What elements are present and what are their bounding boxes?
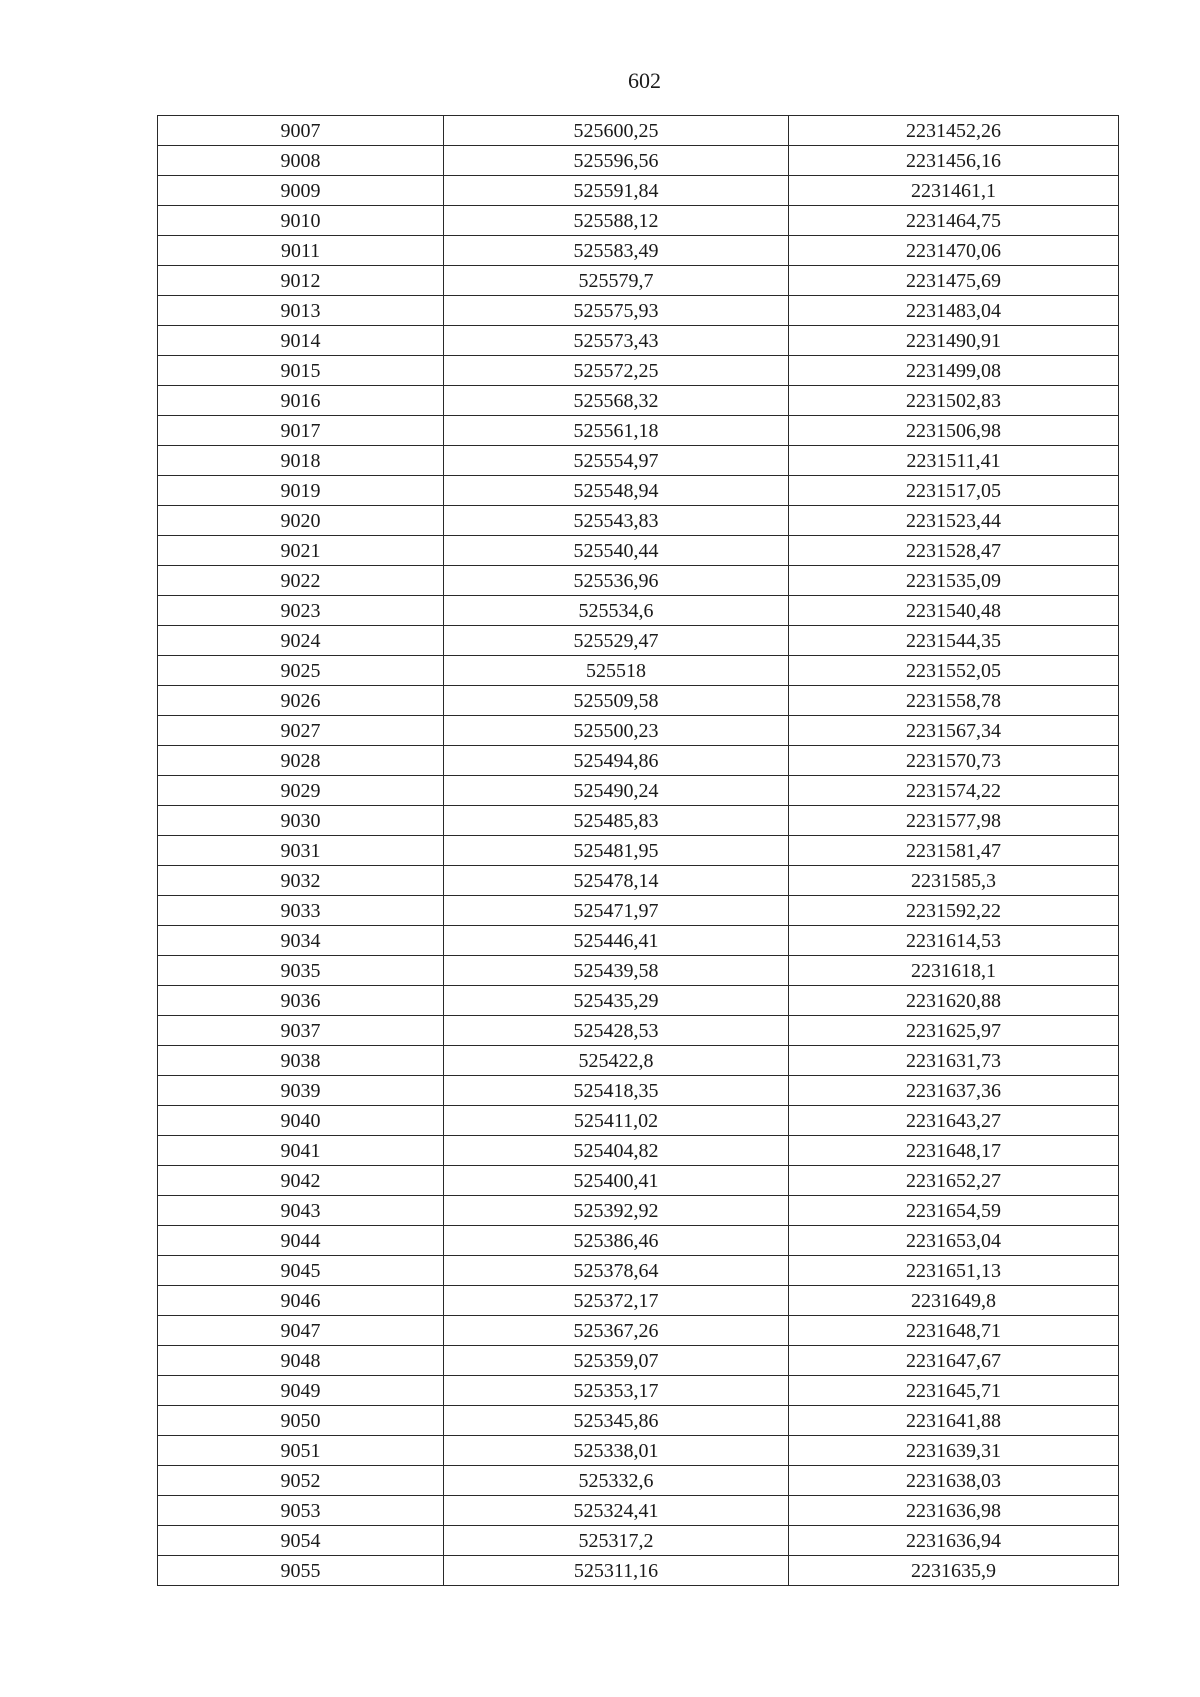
y-coordinate-cell: 2231581,47: [789, 836, 1119, 866]
x-coordinate-cell: 525439,58: [444, 956, 789, 986]
point-number-cell: 9053: [158, 1496, 444, 1526]
y-coordinate-cell: 2231502,83: [789, 386, 1119, 416]
table-row: [158, 296, 1119, 326]
y-coordinate-cell: 2231643,27: [789, 1106, 1119, 1136]
point-number-cell: 9010: [158, 206, 444, 236]
x-coordinate-cell: 525378,64: [444, 1256, 789, 1286]
y-coordinate-cell: 2231499,08: [789, 356, 1119, 386]
page-number: 602: [628, 68, 661, 93]
point-number-cell: 9047: [158, 1316, 444, 1346]
y-coordinate-cell: 2231567,34: [789, 716, 1119, 746]
table-row: [158, 866, 1119, 896]
x-coordinate-cell: 525446,41: [444, 926, 789, 956]
point-number-cell: 9045: [158, 1256, 444, 1286]
y-coordinate-cell: 2231631,73: [789, 1046, 1119, 1076]
point-number-cell: 9011: [158, 236, 444, 266]
y-coordinate-cell: 2231490,91: [789, 326, 1119, 356]
point-number-cell: 9008: [158, 146, 444, 176]
y-coordinate-cell: 2231649,8: [789, 1286, 1119, 1316]
point-number-cell: 9032: [158, 866, 444, 896]
table-row: [158, 1046, 1119, 1076]
y-coordinate-cell: 2231651,13: [789, 1256, 1119, 1286]
point-number-cell: 9027: [158, 716, 444, 746]
table-row: [158, 1556, 1119, 1586]
y-coordinate-cell: 2231574,22: [789, 776, 1119, 806]
y-coordinate-cell: 2231648,17: [789, 1136, 1119, 1166]
x-coordinate-cell: 525509,58: [444, 686, 789, 716]
point-number-cell: 9017: [158, 416, 444, 446]
table-row: [158, 206, 1119, 236]
point-number-cell: 9024: [158, 626, 444, 656]
y-coordinate-cell: 2231517,05: [789, 476, 1119, 506]
point-number-cell: 9013: [158, 296, 444, 326]
point-number-cell: 9044: [158, 1226, 444, 1256]
point-number-cell: 9014: [158, 326, 444, 356]
x-coordinate-cell: 525500,23: [444, 716, 789, 746]
x-coordinate-cell: 525494,86: [444, 746, 789, 776]
y-coordinate-cell: 2231636,98: [789, 1496, 1119, 1526]
table-row: [158, 1436, 1119, 1466]
x-coordinate-cell: 525548,94: [444, 476, 789, 506]
y-coordinate-cell: 2231470,06: [789, 236, 1119, 266]
y-coordinate-cell: 2231523,44: [789, 506, 1119, 536]
point-number-cell: 9041: [158, 1136, 444, 1166]
coordinates-table: [157, 115, 1119, 1586]
y-coordinate-cell: 2231636,94: [789, 1526, 1119, 1556]
x-coordinate-cell: 525418,35: [444, 1076, 789, 1106]
x-coordinate-cell: 525572,25: [444, 356, 789, 386]
point-number-cell: 9048: [158, 1346, 444, 1376]
x-coordinate-cell: 525400,41: [444, 1166, 789, 1196]
y-coordinate-cell: 2231652,27: [789, 1166, 1119, 1196]
table-row: [158, 1166, 1119, 1196]
point-number-cell: 9046: [158, 1286, 444, 1316]
x-coordinate-cell: 525367,26: [444, 1316, 789, 1346]
point-number-cell: 9015: [158, 356, 444, 386]
x-coordinate-cell: 525471,97: [444, 896, 789, 926]
y-coordinate-cell: 2231641,88: [789, 1406, 1119, 1436]
y-coordinate-cell: 2231654,59: [789, 1196, 1119, 1226]
point-number-cell: 9022: [158, 566, 444, 596]
point-number-cell: 9019: [158, 476, 444, 506]
x-coordinate-cell: 525490,24: [444, 776, 789, 806]
table-row: [158, 536, 1119, 566]
x-coordinate-cell: 525428,53: [444, 1016, 789, 1046]
x-coordinate-cell: 525353,17: [444, 1376, 789, 1406]
y-coordinate-cell: 2231645,71: [789, 1376, 1119, 1406]
table-row: [158, 326, 1119, 356]
point-number-cell: 9026: [158, 686, 444, 716]
table-row: [158, 656, 1119, 686]
table-row: [158, 266, 1119, 296]
y-coordinate-cell: 2231456,16: [789, 146, 1119, 176]
y-coordinate-cell: 2231475,69: [789, 266, 1119, 296]
table-row: [158, 1406, 1119, 1436]
point-number-cell: 9055: [158, 1556, 444, 1586]
point-number-cell: 9029: [158, 776, 444, 806]
y-coordinate-cell: 2231506,98: [789, 416, 1119, 446]
table-row: [158, 806, 1119, 836]
y-coordinate-cell: 2231637,36: [789, 1076, 1119, 1106]
table-row: [158, 1226, 1119, 1256]
table-row: [158, 956, 1119, 986]
point-number-cell: 9007: [158, 116, 444, 146]
y-coordinate-cell: 2231552,05: [789, 656, 1119, 686]
point-number-cell: 9049: [158, 1376, 444, 1406]
point-number-cell: 9016: [158, 386, 444, 416]
x-coordinate-cell: 525588,12: [444, 206, 789, 236]
y-coordinate-cell: 2231540,48: [789, 596, 1119, 626]
point-number-cell: 9036: [158, 986, 444, 1016]
y-coordinate-cell: 2231511,41: [789, 446, 1119, 476]
table-row: [158, 1526, 1119, 1556]
table-row: [158, 1016, 1119, 1046]
table-row: [158, 356, 1119, 386]
point-number-cell: 9031: [158, 836, 444, 866]
table-row: [158, 926, 1119, 956]
point-number-cell: 9009: [158, 176, 444, 206]
y-coordinate-cell: 2231653,04: [789, 1226, 1119, 1256]
y-coordinate-cell: 2231647,67: [789, 1346, 1119, 1376]
point-number-cell: 9023: [158, 596, 444, 626]
table-row: [158, 506, 1119, 536]
x-coordinate-cell: 525554,97: [444, 446, 789, 476]
table-row: [158, 386, 1119, 416]
point-number-cell: 9040: [158, 1106, 444, 1136]
table-row: [158, 716, 1119, 746]
y-coordinate-cell: 2231461,1: [789, 176, 1119, 206]
x-coordinate-cell: 525485,83: [444, 806, 789, 836]
x-coordinate-cell: 525478,14: [444, 866, 789, 896]
x-coordinate-cell: 525338,01: [444, 1436, 789, 1466]
x-coordinate-cell: 525386,46: [444, 1226, 789, 1256]
table-row: [158, 1346, 1119, 1376]
table-row: [158, 146, 1119, 176]
point-number-cell: 9030: [158, 806, 444, 836]
x-coordinate-cell: 525540,44: [444, 536, 789, 566]
y-coordinate-cell: 2231483,04: [789, 296, 1119, 326]
x-coordinate-cell: 525591,84: [444, 176, 789, 206]
y-coordinate-cell: 2231648,71: [789, 1316, 1119, 1346]
x-coordinate-cell: 525529,47: [444, 626, 789, 656]
y-coordinate-cell: 2231592,22: [789, 896, 1119, 926]
point-number-cell: 9042: [158, 1166, 444, 1196]
table-row: [158, 1286, 1119, 1316]
point-number-cell: 9018: [158, 446, 444, 476]
table-row: [158, 176, 1119, 206]
x-coordinate-cell: 525481,95: [444, 836, 789, 866]
table-row: [158, 1076, 1119, 1106]
y-coordinate-cell: 2231528,47: [789, 536, 1119, 566]
point-number-cell: 9021: [158, 536, 444, 566]
point-number-cell: 9051: [158, 1436, 444, 1466]
x-coordinate-cell: 525392,92: [444, 1196, 789, 1226]
point-number-cell: 9028: [158, 746, 444, 776]
x-coordinate-cell: 525345,86: [444, 1406, 789, 1436]
table-row: [158, 986, 1119, 1016]
table-row: [158, 476, 1119, 506]
point-number-cell: 9054: [158, 1526, 444, 1556]
table-row: [158, 116, 1119, 146]
y-coordinate-cell: 2231585,3: [789, 866, 1119, 896]
point-number-cell: 9035: [158, 956, 444, 986]
y-coordinate-cell: 2231535,09: [789, 566, 1119, 596]
table-row: [158, 1466, 1119, 1496]
table-row: [158, 776, 1119, 806]
y-coordinate-cell: 2231620,88: [789, 986, 1119, 1016]
y-coordinate-cell: 2231544,35: [789, 626, 1119, 656]
table-row: [158, 416, 1119, 446]
point-number-cell: 9039: [158, 1076, 444, 1106]
x-coordinate-cell: 525543,83: [444, 506, 789, 536]
x-coordinate-cell: 525359,07: [444, 1346, 789, 1376]
table-row: [158, 746, 1119, 776]
x-coordinate-cell: 525568,32: [444, 386, 789, 416]
point-number-cell: 9033: [158, 896, 444, 926]
table-row: [158, 596, 1119, 626]
y-coordinate-cell: 2231635,9: [789, 1556, 1119, 1586]
x-coordinate-cell: 525435,29: [444, 986, 789, 1016]
point-number-cell: 9025: [158, 656, 444, 686]
x-coordinate-cell: 525411,02: [444, 1106, 789, 1136]
table-row: [158, 446, 1119, 476]
table-row: [158, 236, 1119, 266]
coordinates-table-body: [158, 116, 1119, 1586]
y-coordinate-cell: 2231558,78: [789, 686, 1119, 716]
y-coordinate-cell: 2231639,31: [789, 1436, 1119, 1466]
table-row: [158, 1136, 1119, 1166]
x-coordinate-cell: 525583,49: [444, 236, 789, 266]
table-row: [158, 1316, 1119, 1346]
x-coordinate-cell: 525575,93: [444, 296, 789, 326]
point-number-cell: 9052: [158, 1466, 444, 1496]
x-coordinate-cell: 525372,17: [444, 1286, 789, 1316]
x-coordinate-cell: 525422,8: [444, 1046, 789, 1076]
y-coordinate-cell: 2231614,53: [789, 926, 1119, 956]
x-coordinate-cell: 525596,56: [444, 146, 789, 176]
x-coordinate-cell: 525579,7: [444, 266, 789, 296]
y-coordinate-cell: 2231625,97: [789, 1016, 1119, 1046]
point-number-cell: 9020: [158, 506, 444, 536]
y-coordinate-cell: 2231577,98: [789, 806, 1119, 836]
point-number-cell: 9050: [158, 1406, 444, 1436]
y-coordinate-cell: 2231464,75: [789, 206, 1119, 236]
y-coordinate-cell: 2231452,26: [789, 116, 1119, 146]
x-coordinate-cell: 525536,96: [444, 566, 789, 596]
x-coordinate-cell: 525332,6: [444, 1466, 789, 1496]
table-row: [158, 896, 1119, 926]
table-row: [158, 1496, 1119, 1526]
table-row: [158, 1376, 1119, 1406]
x-coordinate-cell: 525311,16: [444, 1556, 789, 1586]
y-coordinate-cell: 2231570,73: [789, 746, 1119, 776]
x-coordinate-cell: 525404,82: [444, 1136, 789, 1166]
y-coordinate-cell: 2231638,03: [789, 1466, 1119, 1496]
x-coordinate-cell: 525317,2: [444, 1526, 789, 1556]
x-coordinate-cell: 525600,25: [444, 116, 789, 146]
point-number-cell: 9043: [158, 1196, 444, 1226]
point-number-cell: 9038: [158, 1046, 444, 1076]
x-coordinate-cell: 525324,41: [444, 1496, 789, 1526]
y-coordinate-cell: 2231618,1: [789, 956, 1119, 986]
table-row: [158, 626, 1119, 656]
table-row: [158, 566, 1119, 596]
x-coordinate-cell: 525534,6: [444, 596, 789, 626]
x-coordinate-cell: 525518: [444, 656, 789, 686]
x-coordinate-cell: 525561,18: [444, 416, 789, 446]
point-number-cell: 9034: [158, 926, 444, 956]
table-row: [158, 1256, 1119, 1286]
table-row: [158, 1196, 1119, 1226]
point-number-cell: 9012: [158, 266, 444, 296]
x-coordinate-cell: 525573,43: [444, 326, 789, 356]
point-number-cell: 9037: [158, 1016, 444, 1046]
table-row: [158, 686, 1119, 716]
table-row: [158, 836, 1119, 866]
table-row: [158, 1106, 1119, 1136]
